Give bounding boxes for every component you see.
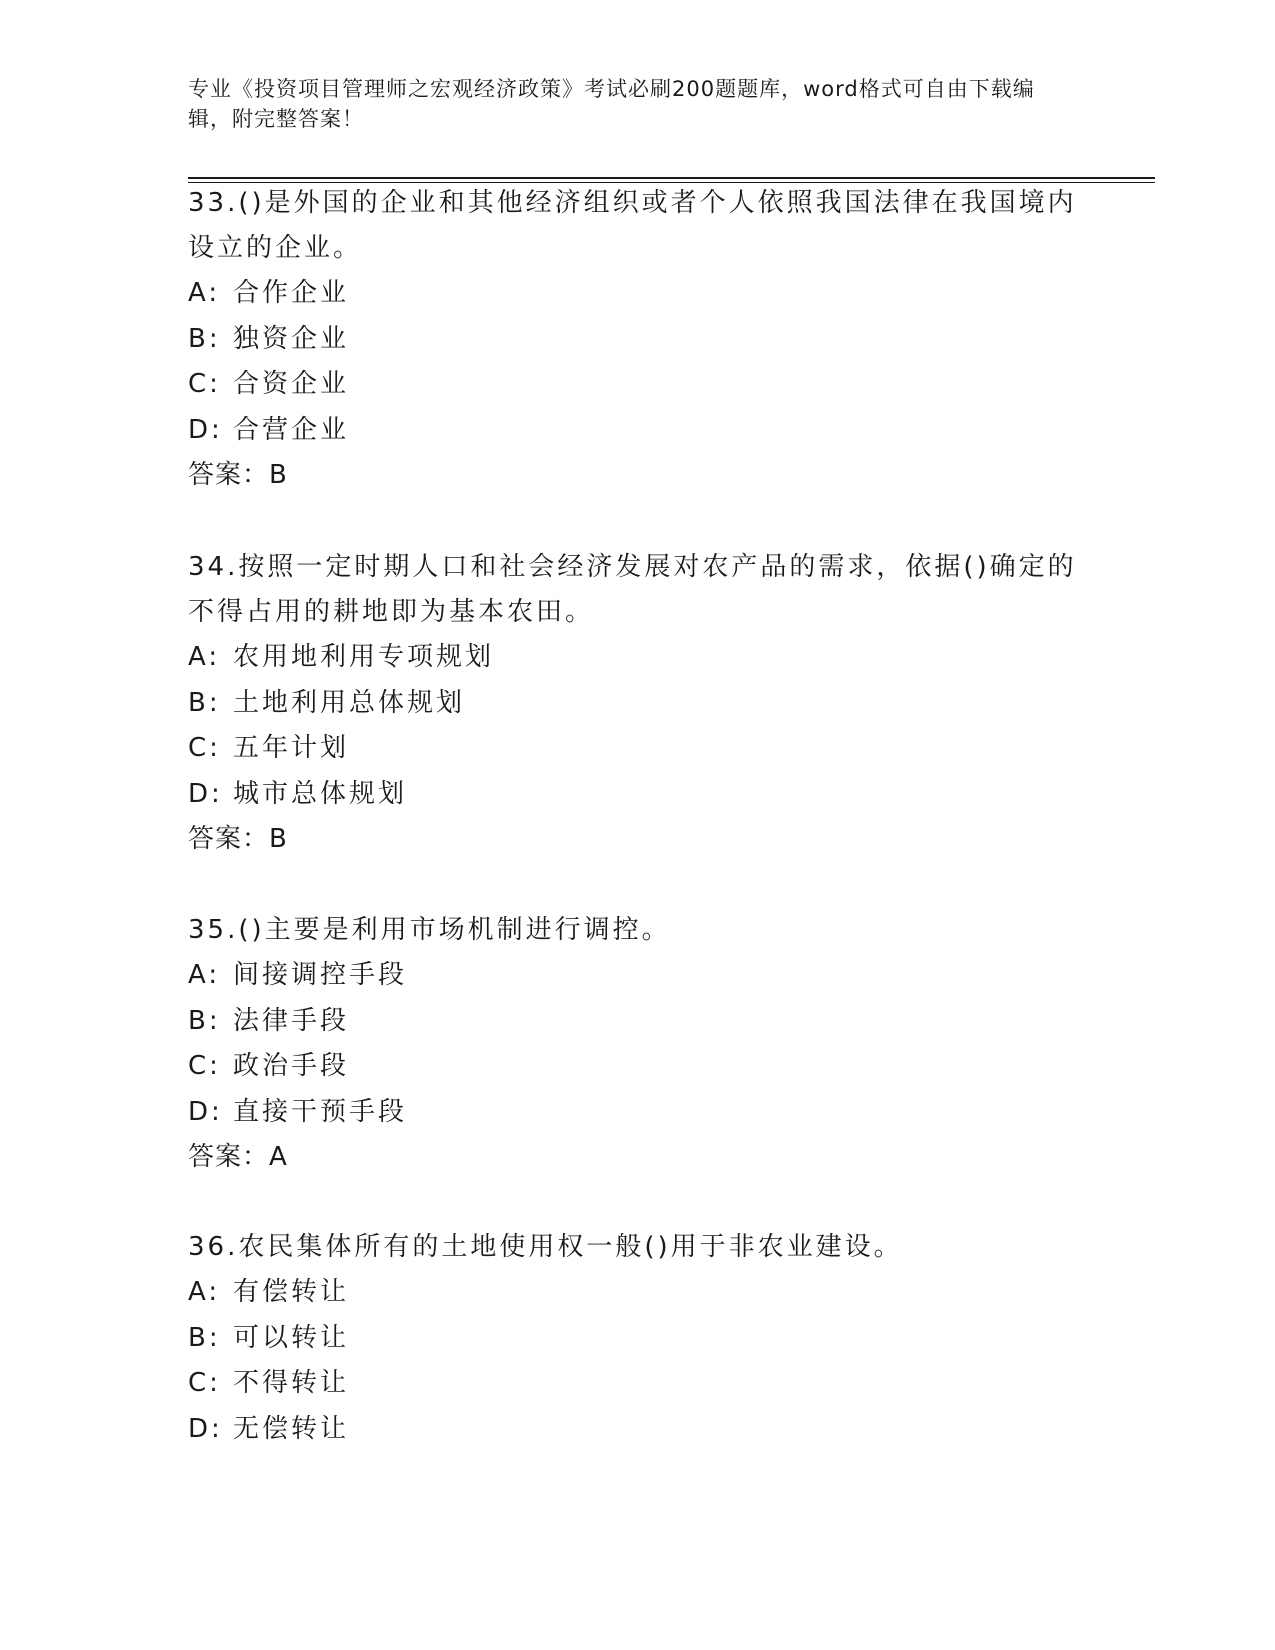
option-b	[188, 681, 1088, 727]
option-key: A:	[188, 960, 221, 990]
question-33	[188, 181, 1088, 498]
option-a	[188, 1270, 1088, 1316]
header-divider-thick	[188, 177, 1155, 179]
option-text: 城市总体规划	[233, 778, 408, 809]
option-text: 直接干预手段	[233, 1096, 408, 1127]
option-text: 合资企业	[233, 369, 350, 399]
option-a	[188, 635, 1088, 681]
option-text: 政治手段	[233, 1051, 350, 1081]
question-35	[188, 908, 1088, 1180]
option-text: 合作企业	[233, 278, 350, 308]
option-text: 五年计划	[233, 733, 350, 763]
option-key: C:	[188, 733, 221, 763]
option-d	[188, 1090, 1088, 1136]
question-stem: 36.农民集体所有的土地使用权一般()用于非农业建设。	[188, 1232, 903, 1262]
option-text: 有偿转让	[233, 1277, 350, 1307]
question-36	[188, 1225, 1088, 1452]
option-text: 农用地利用专项规划	[233, 642, 495, 672]
option-key: D:	[188, 1096, 223, 1127]
option-key: B:	[188, 323, 221, 354]
option-b	[188, 999, 1088, 1045]
option-d	[188, 1407, 1088, 1453]
option-key: D:	[188, 778, 223, 809]
option-key: C:	[188, 1368, 221, 1398]
option-c	[188, 362, 1088, 408]
option-d	[188, 408, 1088, 454]
option-a	[188, 953, 1088, 999]
option-key: A:	[188, 642, 221, 672]
option-c	[188, 1361, 1088, 1407]
option-text: 无偿转让	[233, 1413, 350, 1444]
option-a	[188, 271, 1088, 317]
question-stem: 34.按照一定时期人口和社会经济发展对农产品的需求，依据()确定的不得占用的耕地即为基本农田。	[188, 552, 1077, 627]
answer: 答案：B	[188, 460, 288, 490]
option-text: 法律手段	[233, 1005, 350, 1036]
question-stem: 33.()是外国的企业和其他经济组织或者个人依照我国法律在我国境内设立的企业。	[188, 188, 1077, 263]
answer: 答案：A	[188, 1142, 288, 1172]
option-b	[188, 317, 1088, 363]
question-34	[188, 545, 1088, 862]
option-text: 合营企业	[233, 414, 350, 445]
option-text: 土地利用总体规划	[233, 687, 466, 718]
option-key: D:	[188, 414, 223, 445]
option-text: 独资企业	[233, 323, 350, 354]
option-key: D:	[188, 1413, 223, 1444]
option-b	[188, 1316, 1088, 1362]
option-d	[188, 772, 1088, 818]
option-key: B:	[188, 1005, 221, 1036]
option-key: A:	[188, 278, 221, 308]
option-key: B:	[188, 687, 221, 718]
option-key: A:	[188, 1277, 221, 1307]
option-c	[188, 726, 1088, 772]
option-text: 可以转让	[233, 1322, 350, 1353]
option-key: C:	[188, 369, 221, 399]
option-text: 不得转让	[233, 1368, 350, 1398]
option-c	[188, 1044, 1088, 1090]
option-key: B:	[188, 1322, 221, 1353]
question-stem: 35.()主要是利用市场机制进行调控。	[188, 915, 671, 945]
document-header: 专业《投资项目管理师之宏观经济政策》考试必刷200题题库，word格式可自由下载编辑，附完整答案！	[188, 77, 1035, 131]
option-text: 间接调控手段	[233, 960, 408, 990]
answer: 答案：B	[188, 824, 288, 854]
option-key: C:	[188, 1051, 221, 1081]
